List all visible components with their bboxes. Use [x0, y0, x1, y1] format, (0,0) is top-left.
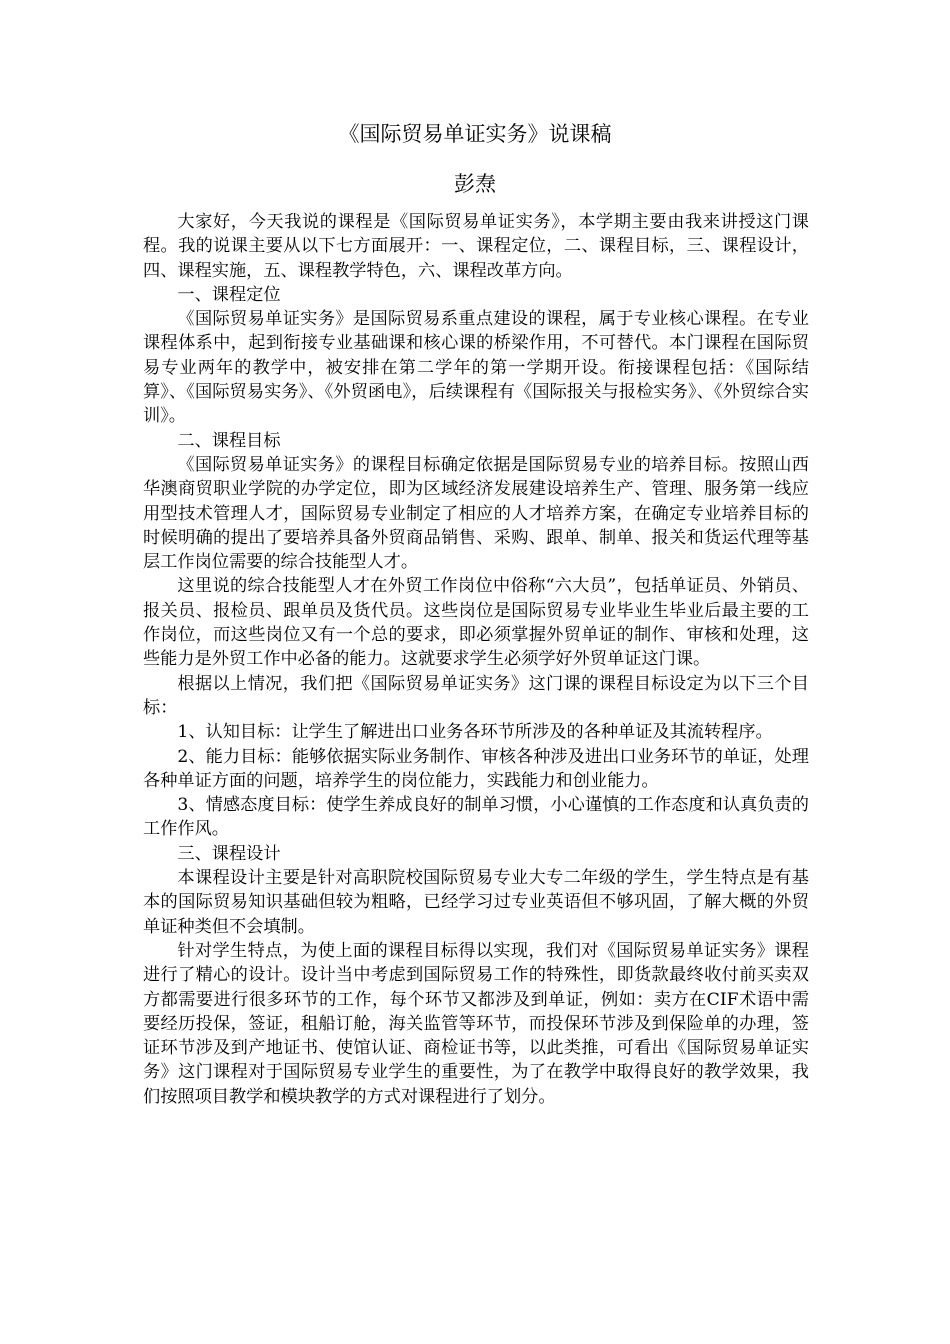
- paragraph: 《国际贸易单证实务》是国际贸易系重点建设的课程，属于专业核心课程。在专业课程体系中，起到衔接专业基础课和核心课的桥梁作用，不可替代。本门课程在国际贸易专业两年的教学中，被安排在第二学年的第一学期开设。衔接课程包括：《国际结算》、《国际贸易实务》、《外贸函电》，后续课程有《国际报关与报检实务》、《外贸综合实训》。: [143, 309, 809, 427]
- document-author: 彭焘: [454, 172, 496, 196]
- paragraph-intro: 大家好，今天我说的课程是《国际贸易单证实务》，本学期主要由我来讲授这门课程。我的说课主要从以下七方面展开：一、课程定位，二、课程目标，三、课程设计，四、课程实施，五、课程教学特色，六、课程改革方向。: [143, 212, 809, 281]
- objective-item: 3、情感态度目标：使学生养成良好的制单习惯，小心谨慎的工作态度和认真负责的工作作风。: [143, 795, 809, 840]
- document-body: [143, 210, 809, 1109]
- paragraph: 根据以上情况，我们把《国际贸易单证实务》这门课的课程目标设定为以下三个目标：: [143, 673, 809, 718]
- section-heading-design: 三、课程设计: [177, 843, 281, 864]
- objective-item: 1、认知目标：让学生了解进出口业务各环节所涉及的各种单证及其流转程序。: [177, 722, 773, 743]
- document-title: 《国际贸易单证实务》说课稿: [338, 122, 612, 146]
- section-heading-objectives: 二、课程目标: [177, 430, 281, 451]
- objective-item: 2、能力目标：能够依据实际业务制作、审核各种涉及进出口业务环节的单证，处理各种单证方面的问题，培养学生的岗位能力，实践能力和创业能力。: [143, 746, 809, 791]
- paragraph: 本课程设计主要是针对高职院校国际贸易专业大专二年级的学生，学生特点是有基本的国际贸易知识基础但较为粗略，已经学习过专业英语但不够巩固，了解大概的外贸单证种类但不会填制。: [143, 868, 809, 937]
- paragraph: 这里说的综合技能型人才在外贸工作岗位中俗称“六大员”，包括单证员、外销员、报关员、报检员、跟单员及货代员。这些岗位是国际贸易专业毕业生毕业后最主要的工作岗位，而这些岗位又有一个总的要求，即必须掌握外贸单证的制作、审核和处理，这些能力是外贸工作中必备的能力。这就要求学生必须学好外贸单证这门课。: [143, 576, 809, 670]
- paragraph: 《国际贸易单证实务》的课程目标确定依据是国际贸易专业的培养目标。按照山西华澳商贸职业学院的办学定位，即为区域经济发展建设培养生产、管理、服务第一线应用型技术管理人才，国际贸易专业制定了相应的人才培养方案，在确定专业培养目标的时候明确的提出了要培养具备外贸商品销售、采购、跟单、制单、报关和货运代理等基层工作岗位需要的综合技能型人才。: [143, 454, 809, 573]
- paragraph: 针对学生特点，为使上面的课程目标得以实现，我们对《国际贸易单证实务》课程进行了精心的设计。设计当中考虑到国际贸易工作的特殊性，即货款最终收付前买卖双方都需要进行很多环节的工作，每个环节又都涉及到单证，例如：卖方在CIF术语中需要经历投保，签证，租船订舱，海关监管等环节，而投保环节涉及到保险单的办理，签证环节涉及到产地证书、使馆认证、商检证书等，以此类推，可看出《国际贸易单证实务》这门课程对于国际贸易专业学生的重要性，为了在教学中取得良好的教学效果，我们按照项目教学和模块教学的方式对课程进行了划分。: [143, 940, 809, 1107]
- section-heading-positioning: 一、课程定位: [177, 284, 281, 305]
